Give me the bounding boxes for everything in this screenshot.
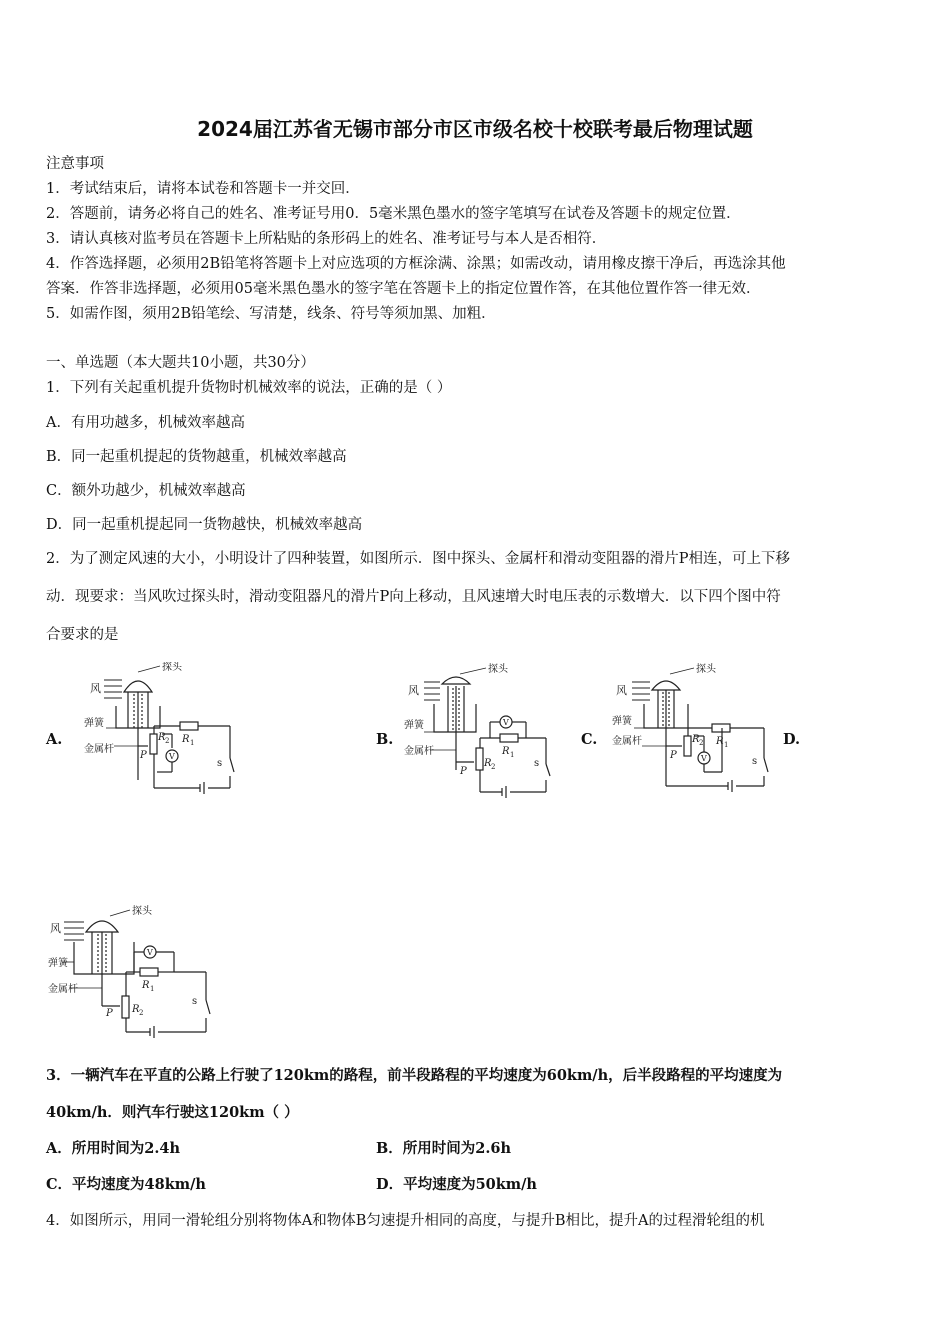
label-r1-sub: 1 bbox=[510, 751, 515, 759]
label-r2-sub: 2 bbox=[699, 739, 704, 747]
label-r1-sub: 1 bbox=[150, 985, 155, 993]
label-rod: 金属杆 bbox=[612, 736, 642, 747]
r2 bbox=[476, 748, 483, 770]
label-spring: 弹簧 bbox=[612, 716, 632, 727]
label-r1-sub: 1 bbox=[724, 741, 729, 749]
notice-item: 5．如需作图，须用2B铅笔绘、写清楚，线条、符号等须加黑、加粗． bbox=[46, 306, 496, 322]
label-rod: 金属杆 bbox=[84, 744, 114, 755]
q1-option-b: B．同一起重机提起的货物越重，机械效率越高 bbox=[46, 449, 347, 465]
label-wind: 风 bbox=[90, 682, 101, 695]
q2-line: 2．为了测定风速的大小，小明设计了四种装置，如图所示．图中探头、金属杆和滑动变阻器的滑片P相连，可上下移 bbox=[46, 551, 790, 567]
figure-c bbox=[612, 662, 772, 794]
r2 bbox=[684, 736, 691, 756]
label-switch: s bbox=[534, 758, 540, 769]
label-r1-sub: 1 bbox=[190, 739, 195, 747]
label-switch: s bbox=[192, 996, 198, 1007]
label-r2-sub: 2 bbox=[491, 763, 496, 771]
figure-b bbox=[404, 662, 554, 800]
page-title: 2024届江苏省无锡市部分市区市级名校十校联考最后物理试题 bbox=[197, 117, 753, 141]
label-probe: 探头 bbox=[488, 664, 508, 675]
q2-line: 合要求的是 bbox=[46, 627, 119, 643]
label-spring: 弹簧 bbox=[404, 720, 424, 731]
r1 bbox=[180, 722, 198, 730]
label-p: P bbox=[670, 750, 677, 761]
q2-option-a-label: A. bbox=[46, 731, 63, 748]
q1-option-c: C．额外功越少，机械效率越高 bbox=[46, 483, 246, 499]
label-r2-sub: 2 bbox=[139, 1009, 144, 1017]
label-switch: s bbox=[217, 758, 223, 769]
label-volt: V bbox=[701, 754, 707, 763]
wind-arrows bbox=[104, 680, 122, 698]
notice-item: 1．考试结束后，请将本试卷和答题卡一并交回． bbox=[46, 181, 360, 197]
label-switch: s bbox=[752, 756, 758, 767]
label-rod: 金属杆 bbox=[404, 746, 434, 757]
label-r1: R bbox=[142, 980, 150, 991]
label-probe: 探头 bbox=[162, 662, 182, 673]
figure-a bbox=[84, 662, 249, 794]
q3-option-d: D．平均速度为50km/h bbox=[376, 1176, 537, 1193]
label-spring: 弹簧 bbox=[48, 958, 68, 969]
q1-option-a: A．有用功越多，机械效率越高 bbox=[46, 415, 245, 431]
q3-option-c: C．平均速度为48km/h bbox=[46, 1176, 206, 1193]
label-volt: V bbox=[503, 718, 509, 727]
r1 bbox=[140, 968, 158, 976]
r2 bbox=[122, 996, 129, 1018]
label-volt: V bbox=[169, 752, 175, 761]
label-p: P bbox=[106, 1008, 113, 1019]
label-r2: R bbox=[132, 1004, 140, 1015]
r1 bbox=[500, 734, 518, 742]
q4-stem: 4．如图所示，用同一滑轮组分别将物体A和物体B匀速提升相同的高度，与提升B相比，提升A的过程滑轮组的机 bbox=[46, 1213, 765, 1229]
label-probe: 探头 bbox=[132, 906, 152, 917]
label-wind: 风 bbox=[616, 684, 627, 697]
label-r1: R bbox=[502, 746, 510, 757]
q1-option-d: D．同一起重机提起同一货物越快，机械效率越高 bbox=[46, 517, 363, 533]
label-r2: R bbox=[484, 758, 492, 769]
section-heading: 一、单选题（本大题共10小题，共30分） bbox=[46, 355, 315, 371]
q3-option-a: A．所用时间为2.4h bbox=[46, 1140, 181, 1157]
label-r2: R bbox=[158, 732, 166, 743]
q2-line: 动．现要求：当风吹过探头时，滑动变阻器凡的滑片P向上移动，且风速增大时电压表的示数增大．以下四个图中符 bbox=[46, 589, 781, 605]
q1-stem: 1．下列有关起重机提升货物时机械效率的说法，正确的是（ ） bbox=[46, 380, 452, 396]
q2-option-c-label: C. bbox=[581, 731, 598, 748]
q3-line: 3．一辆汽车在平直的公路上行驶了120km的路程，前半段路程的平均速度为60km/h，后半段路程的平均速度为 bbox=[46, 1067, 783, 1084]
label-p: P bbox=[140, 750, 147, 761]
r2 bbox=[150, 734, 157, 754]
q3-option-b: B．所用时间为2.6h bbox=[376, 1140, 512, 1157]
label-spring: 弹簧 bbox=[84, 718, 104, 729]
label-volt: V bbox=[147, 948, 153, 957]
probe bbox=[442, 677, 470, 684]
notice-item: 4．作答选择题，必须用2B铅笔将答题卡上对应选项的方框涂满、涂黑；如需改动，请用橡皮擦干净后，再选涂其他 bbox=[46, 256, 786, 272]
label-wind: 风 bbox=[408, 684, 419, 697]
label-probe: 探头 bbox=[696, 664, 716, 675]
notice-item: 3．请认真核对监考员在答题卡上所粘贴的条形码上的姓名、准考证号与本人是否相符． bbox=[46, 231, 607, 247]
label-r2-sub: 2 bbox=[165, 737, 170, 745]
label-r2: R bbox=[692, 734, 700, 745]
figure-d bbox=[48, 904, 218, 1044]
probe bbox=[652, 681, 680, 690]
notice-item: 答案．作答非选择题，必须用05毫米黑色墨水的签字笔在答题卡上的指定位置作答，在其他位置作答一律无效． bbox=[46, 281, 761, 297]
q2-option-b-label: B. bbox=[376, 731, 394, 748]
notice-heading: 注意事项 bbox=[46, 156, 104, 172]
q2-option-d-label: D. bbox=[783, 731, 801, 748]
label-p: P bbox=[460, 766, 467, 777]
probe bbox=[86, 921, 118, 932]
r1 bbox=[712, 724, 730, 732]
label-wind: 风 bbox=[50, 922, 61, 935]
q3-line: 40km/h．则汽车行驶这120km（ ） bbox=[46, 1104, 299, 1121]
label-r1: R bbox=[182, 734, 190, 745]
label-r1: R bbox=[716, 736, 724, 747]
label-rod: 金属杆 bbox=[48, 984, 78, 995]
probe bbox=[124, 681, 152, 692]
notice-item: 2．答题前，请务必将自己的姓名、准考证号用0．5毫米黑色墨水的签字笔填写在试卷及答题卡的规定位置． bbox=[46, 206, 741, 222]
